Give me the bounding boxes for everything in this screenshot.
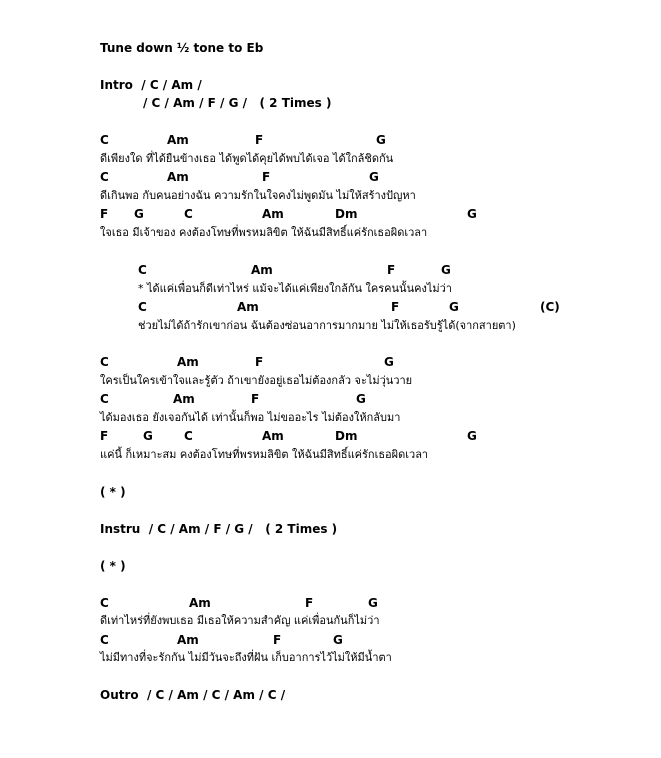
chord: F bbox=[262, 170, 271, 184]
chord: F bbox=[100, 429, 109, 443]
verse1-chord-row-3 bbox=[0, 207, 661, 221]
chorus-lyric-2: ช่วยไม่ได้ถ้ารักเขาก่อน ฉันต้องซ่อนอาการมากมาย ไม่ให้เธอรับรู้ได้(จากสายตา) bbox=[138, 319, 516, 332]
repeat-marker-2: ( * ) bbox=[100, 559, 126, 573]
chorus-lyric-1: * ได้แค่เพื่อนก็ดีเท่าไหร่ แม้จะได้แค่เพียงใกล้กัน ใครคนนั้นคงไม่ว่า bbox=[138, 282, 452, 295]
chord: C bbox=[138, 300, 147, 314]
chord: G bbox=[333, 633, 343, 647]
chord: C bbox=[100, 633, 109, 647]
chord: C bbox=[100, 170, 109, 184]
chord: Am bbox=[173, 392, 195, 406]
chord: G bbox=[449, 300, 459, 314]
chord: Am bbox=[262, 207, 284, 221]
instru-line: Instru / C / Am / F / G / ( 2 Times ) bbox=[100, 522, 338, 536]
verse2-lyric-2: ได้มองเธอ ยังเจอกันได้ เท่านั้นก็พอ ไม่ขออะไร ไม่ต้องให้กลับมา bbox=[100, 411, 401, 424]
chord: F bbox=[255, 133, 264, 147]
chord: Am bbox=[189, 596, 211, 610]
chorus-chord-row-2 bbox=[0, 300, 661, 314]
chord: F bbox=[255, 355, 264, 369]
chord: F bbox=[391, 300, 400, 314]
intro-line-1: Intro / C / Am / bbox=[100, 78, 202, 92]
chord: F bbox=[305, 596, 314, 610]
verse2-chord-row-1 bbox=[0, 355, 661, 369]
verse2-lyric-1: ใครเป็นใครเข้าใจและรู้ตัว ถ้าเขายังอยู่เธอไม่ต้องกลัว จะไม่วุ่นวาย bbox=[100, 374, 413, 387]
verse2-chord-row-2 bbox=[0, 392, 661, 406]
verse1-lyric-3: ใจเธอ มีเจ้าของ คงต้องโทษที่พรหมลิขิต ให้ฉันมีสิทธิ์แค่รักเธอผิดเวลา bbox=[100, 226, 428, 239]
verse1-chord-row-2 bbox=[0, 170, 661, 184]
chord: C bbox=[100, 355, 109, 369]
bridge-lyric-1: ดีเท่าไหร่ที่ยังพบเธอ มีเธอให้ความสำคัญ แค่เพื่อนกันก็ไม่ว่า bbox=[100, 614, 380, 627]
verse2-lyric-3: แค่นี้ ก็เหมาะสม คงต้องโทษที่พรหมลิขิต ให้ฉันมีสิทธิ์แค่รักเธอผิดเวลา bbox=[100, 448, 429, 461]
chord: Dm bbox=[335, 429, 358, 443]
chord: C bbox=[100, 133, 109, 147]
chord: G bbox=[356, 392, 366, 406]
verse1-lyric-2: ดีเกินพอ กับคนอย่างฉัน ความรักในใจคงไม่พูดมัน ไม่ให้สร้างปัญหา bbox=[100, 189, 416, 202]
chord: G bbox=[369, 170, 379, 184]
verse1-lyric-1: ดีเพียงใด ที่ได้ยืนข้างเธอ ได้พูดได้คุยได้พบได้เจอ ได้ใกล้ชิดกัน bbox=[100, 152, 394, 165]
chord: G bbox=[384, 355, 394, 369]
chord: C bbox=[100, 596, 109, 610]
chord: G bbox=[368, 596, 378, 610]
intro-line-2: / C / Am / F / G / ( 2 Times ) bbox=[143, 96, 332, 110]
chord: Am bbox=[167, 170, 189, 184]
chord: F bbox=[387, 263, 396, 277]
chord: Am bbox=[237, 300, 259, 314]
verse1-chord-row-1 bbox=[0, 133, 661, 147]
chord: G bbox=[143, 429, 153, 443]
verse2-chord-row-3 bbox=[0, 429, 661, 443]
bridge-chord-row-1 bbox=[0, 596, 661, 610]
chord: C bbox=[100, 392, 109, 406]
chord: Am bbox=[177, 633, 199, 647]
chord: G bbox=[467, 207, 477, 221]
chord: C bbox=[184, 429, 193, 443]
outro-line: Outro / C / Am / C / Am / C / bbox=[100, 688, 286, 702]
chord: F bbox=[251, 392, 260, 406]
tuning-note: Tune down ½ tone to Eb bbox=[100, 41, 264, 55]
chord: Am bbox=[251, 263, 273, 277]
chord: G bbox=[441, 263, 451, 277]
chord: G bbox=[467, 429, 477, 443]
chorus-chord-row-1 bbox=[0, 263, 661, 277]
repeat-marker-1: ( * ) bbox=[100, 485, 126, 499]
chord: C bbox=[138, 263, 147, 277]
chord: Am bbox=[167, 133, 189, 147]
chord: C bbox=[184, 207, 193, 221]
chord: G bbox=[376, 133, 386, 147]
chord: Am bbox=[177, 355, 199, 369]
chord: Am bbox=[262, 429, 284, 443]
chord: Dm bbox=[335, 207, 358, 221]
chord: F bbox=[100, 207, 109, 221]
chord: (C) bbox=[540, 300, 560, 314]
bridge-chord-row-2 bbox=[0, 633, 661, 647]
chord: F bbox=[273, 633, 282, 647]
chord: G bbox=[134, 207, 144, 221]
bridge-lyric-2: ไม่มีทางที่จะรักกัน ไม่มีวันจะถึงที่ฝัน เก็บอาการไว้ไม่ให้มีน้ำตา bbox=[100, 651, 392, 664]
